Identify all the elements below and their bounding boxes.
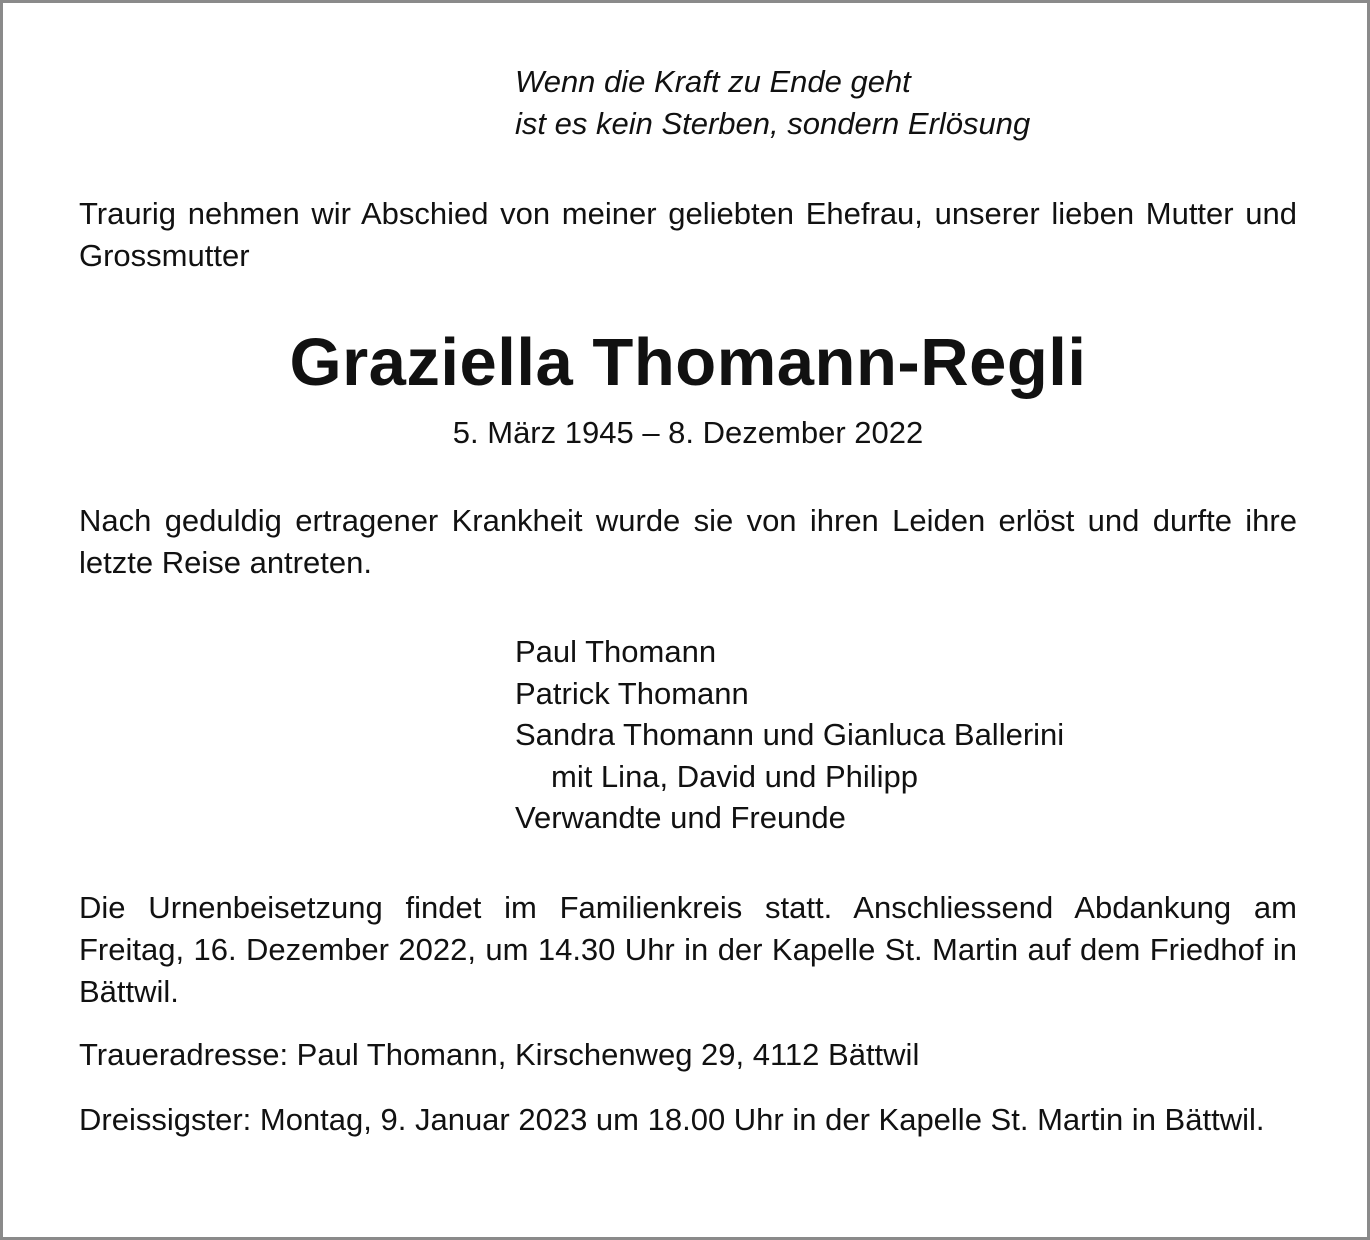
mourner-relatives: Verwandte und Freunde: [515, 800, 846, 835]
intro-text: Traurig nehmen wir Abschied von meiner geliebten Ehefrau, unserer lieben Mutter und Grossmutter: [79, 196, 1297, 273]
mourners-list: [515, 631, 1064, 839]
mourner-grandchildren: mit Lina, David und Philipp: [551, 758, 919, 794]
deceased-name: Graziella Thomann-Regli: [289, 325, 1087, 400]
mourner-name: Sandra Thomann und Gianluca Ballerini: [515, 717, 1065, 752]
thirtieth-text: Dreissigster: Montag, 9. Januar 2023 um 18.00 Uhr in der Kapelle St. Martin in Bättwil.: [79, 1102, 1265, 1137]
mourning-address: Traueradresse: Paul Thomann, Kirschenweg 29, 4112 Bättwil: [79, 1037, 920, 1072]
motto-line-1: Wenn die Kraft zu Ende geht: [515, 64, 911, 99]
life-dates: 5. März 1945 – 8. Dezember 2022: [452, 415, 924, 450]
motto-quote: [515, 61, 1030, 145]
mourner-name: Paul Thomann: [515, 634, 717, 669]
illness-text: Nach geduldig ertragener Krankheit wurde sie von ihren Leiden erlöst und durfte ihre letzte Reise antreten.: [79, 503, 1297, 580]
mourner-name: Patrick Thomann: [515, 675, 749, 711]
motto-line-2: ist es kein Sterben, sondern Erlösung: [515, 106, 1031, 141]
ceremony-text: Die Urnenbeisetzung findet im Familienkreis statt. Anschliessend Abdankung am Freitag, 16. Dezember 2022, um 14.30 Uhr in der Kapelle St. Martin auf dem Friedhof in Bättwil.: [79, 890, 1297, 1009]
